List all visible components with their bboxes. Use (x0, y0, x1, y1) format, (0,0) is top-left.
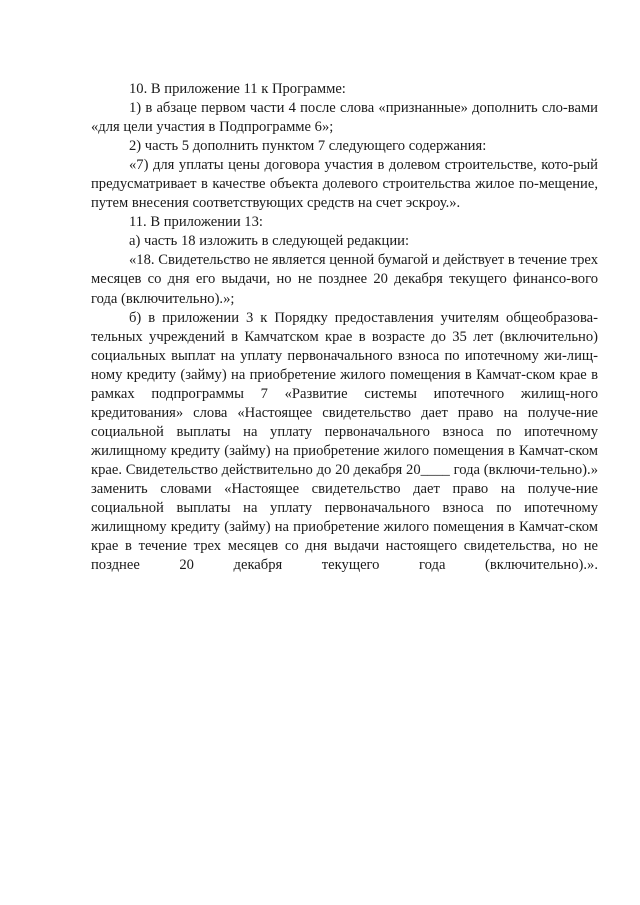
document-body (91, 80, 598, 575)
paragraph-quote-point-7: «7) для уплаты цены договора участия в долевом строительстве, кото-рый предусматривает в качестве объекта долевого строительства жилое по-мещение, путем внесения соответствующих средств на счет эскроу.». (91, 157, 598, 212)
paragraph-item-11: 11. В приложении 13: (129, 214, 263, 231)
paragraph-subitem-1: 1) в абзаце первом части 4 после слова «признанные» дополнить сло-вами «для цели участия в Подпрограмме 6»; (91, 100, 598, 136)
paragraph-quote-part-18: «18. Свидетельство не является ценной бумагой и действует в течение трех месяцев со дня его выдачи, но не позднее 20 декабря текущего финансо-вого года (включительно).»; (91, 252, 598, 307)
paragraph-subitem-b: б) в приложении 3 к Порядку предоставления учителям общеобразова-тельных учреждений в Камчатском крае в возрасте до 35 лет (включительно) социальных выплат на уплату первоначального взноса по ипотечному жи-лищ-ному кредиту (займу) на приобретение жилого помещения в Камчат-ском крае в рамках подпрограммы 7 «Развитие системы ипотечного жилищ-ного кредитования» слова «Настоящее свидетельство дает право на получе-ние социальной выплаты на уплату первоначального взноса по ипотечному жилищному кредиту (займу) на приобретение жилого помещения в Камчат-ском крае. Свидетельство действительно до 20 декабря 20____ года (включи-тельно).» заменить словами «Настоящее свидетельство дает право на получе-ние социальной выплаты на уплату первоначального взноса по ипотечному жилищному кредиту (займу) на приобретение жилого помещения в Камчат-ском крае в течение трех месяцев со дня выдачи настоящего свидетельства, но не позднее 20 декабря текущего года (включительно).». (91, 309, 598, 574)
paragraph-subitem-a: а) часть 18 изложить в следующей редакции: (129, 233, 410, 250)
paragraph-item-10: 10. В приложение 11 к Программе: (129, 81, 346, 97)
paragraph-subitem-2: 2) часть 5 дополнить пунктом 7 следующего содержания: (129, 138, 487, 155)
